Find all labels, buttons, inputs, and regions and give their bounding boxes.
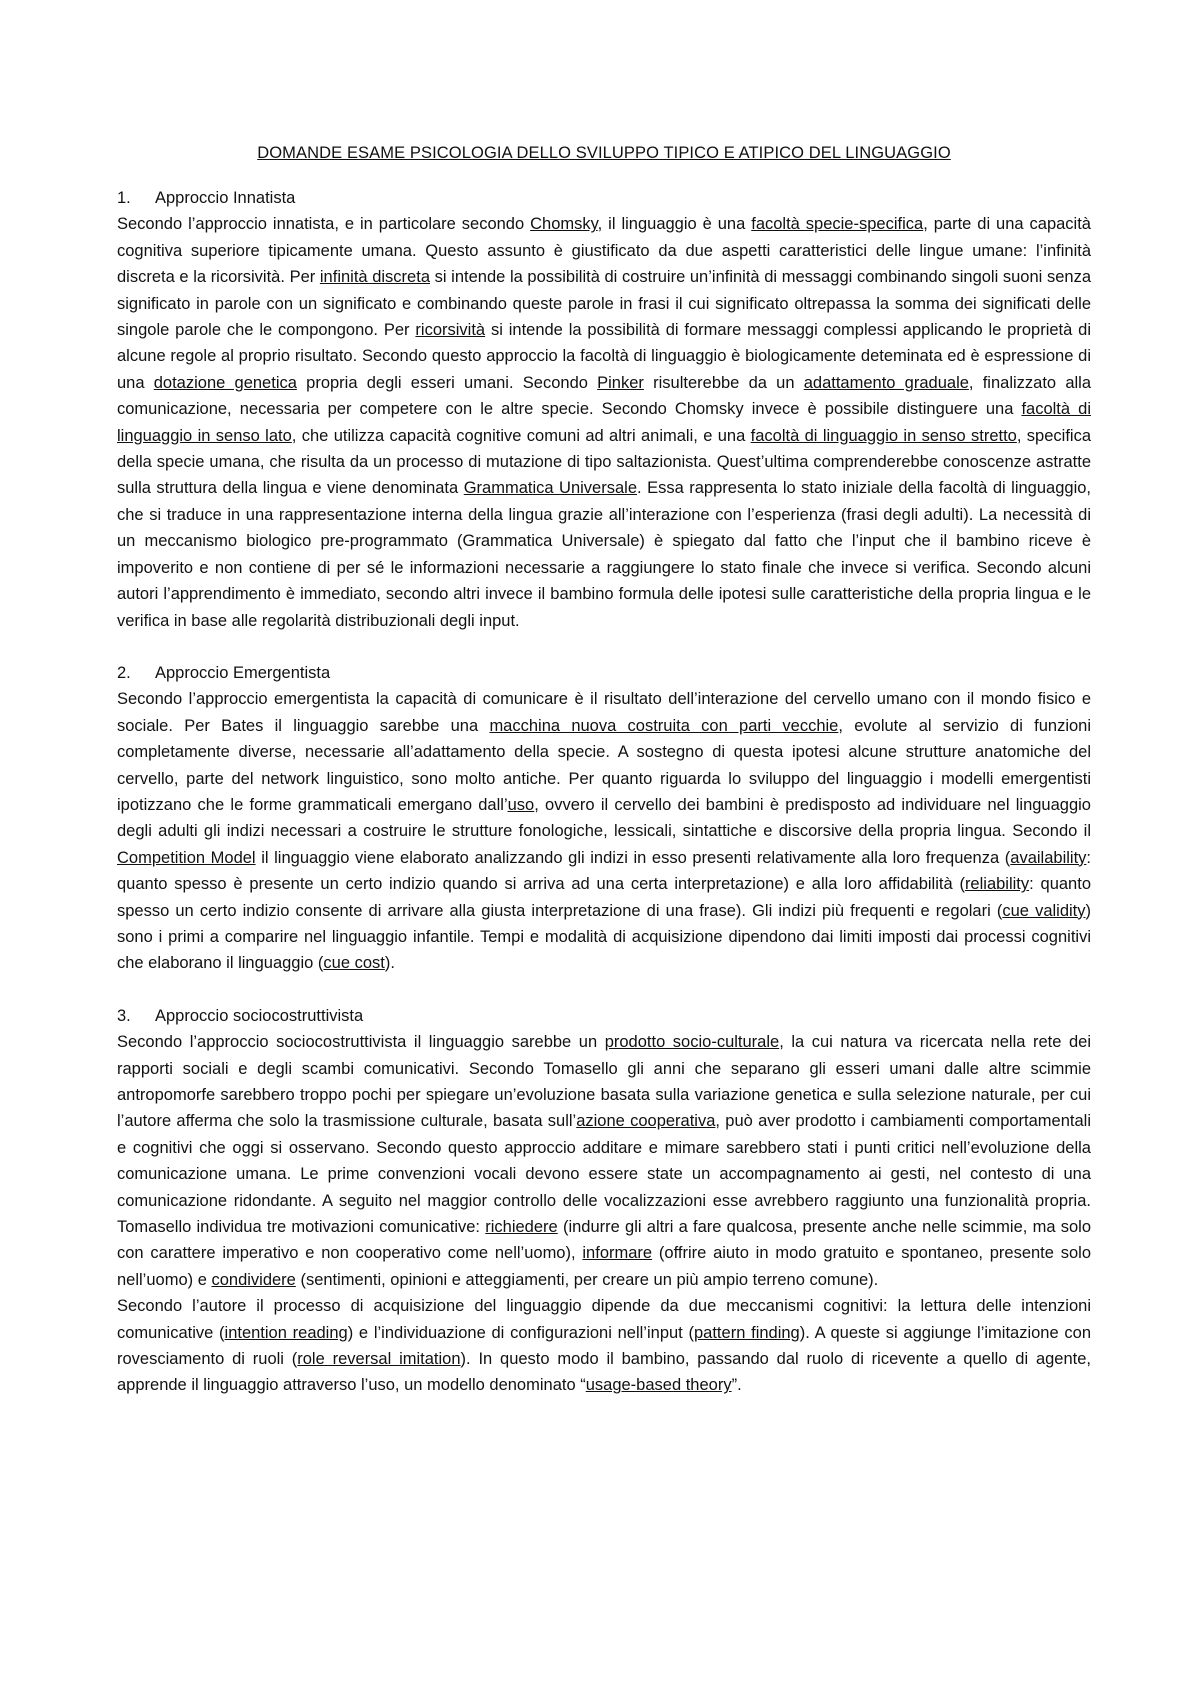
- section-emergentista: [117, 660, 1091, 977]
- key-term: ricorsività: [415, 321, 486, 340]
- section-title: Approccio sociocostruttivista: [155, 1006, 364, 1025]
- text-run: . Essa rappresenta lo stato iniziale della facoltà di linguaggio, che si traduce in una rappresentazione interna della lingua grazie all’interazione con l’esperienza (frasi degli adulti). La necessità di un meccanismo biologico pre-programmato (Grammatica Universale) è spiegato dal fatto che l’input che il bambino riceve è impoverito e non contiene di per sé le informazioni necessarie a raggiungere lo stato finale che invece si verifica. Secondo alcuni autori l’apprendimento è immediato, secondo altri invece il bambino formula delle ipotesi sulle caratteristiche della propria lingua e le verifica in base alle regolarità distribuzionali degli input.: [117, 479, 1091, 630]
- text-run: Secondo l’approccio innatista, e in particolare secondo: [117, 215, 531, 234]
- section-heading: [117, 185, 1091, 211]
- section-title: Approccio Innatista: [155, 189, 296, 207]
- text-run: , ovvero il cervello dei bambini è predisposto ad individuare nel linguaggio degli adulti gli indizi necessari a costruire le strutture fonologiche, lessicali, sintattiche e discorsive della propria lingua. Secondo il: [117, 795, 1091, 841]
- text-run: si intende la possibilità di costruire un’infinità di messaggi combinando singoli suoni senza significato in parole con un significato e combinando queste parole in frasi il cui significato oltrepassa la somma dei significati delle singole parole che le compongono. Per: [117, 268, 1091, 340]
- key-term: intention reading: [224, 1323, 348, 1342]
- text-run: , finalizzato alla comunicazione, necessaria per competere con le altre specie. Secondo Chomsky invece è possibile distinguere una: [117, 373, 1092, 419]
- section-body: [117, 1029, 1091, 1399]
- key-term: Pinker: [597, 373, 644, 392]
- section-sociocostruttivista: [117, 1003, 1091, 1399]
- text-run: Secondo l’approccio emergentista la capacità di comunicare è il risultato dell’interazione del cervello umano con il mondo fisico e sociale. Per Bates il linguaggio sarebbe una: [117, 690, 1091, 735]
- key-term: informare: [582, 1244, 653, 1263]
- key-term: prodotto socio-culturale: [604, 1033, 780, 1052]
- key-term: uso: [507, 795, 535, 814]
- text-run: ) sono i primi a comparire nel linguaggio infantile. Tempi e modalità di acquisizione dipendono dai limiti imposti dai processi cognitivi che elaborano il linguaggio (: [117, 901, 1092, 973]
- key-term: macchina nuova costruita con parti vecchie: [489, 716, 839, 735]
- text-run: Secondo l’approccio sociocostruttivista il linguaggio sarebbe un: [117, 1033, 605, 1052]
- key-term: adattamento graduale: [803, 373, 969, 392]
- key-term: cue validity: [1002, 901, 1086, 920]
- key-term: role reversal imitation: [297, 1350, 461, 1369]
- key-term: usage-based theory: [585, 1376, 732, 1395]
- text-run: , specifica della specie umana, che risulta da un processo di mutazione di tipo saltazionista. Quest’ultima comprenderebbe conoscenze astratte sulla struttura della lingua e viene denominata: [117, 426, 1091, 498]
- key-term: facoltà di linguaggio in senso stretto: [750, 426, 1017, 445]
- text-run: ”.: [731, 1376, 742, 1395]
- key-term: condividere: [211, 1270, 296, 1289]
- document-content: [117, 144, 1091, 1425]
- text-run: , parte di una capacità cognitiva superiore tipicamente umana. Questo assunto è giustificato da due aspetti caratteristici delle lingue umane: l’infinità discreta e la ricorsività. Per: [117, 215, 1091, 287]
- section-innatista: [117, 185, 1091, 634]
- text-run: ). A queste si aggiunge l’imitazione con rovesciamento di ruoli (: [117, 1323, 1092, 1369]
- paragraph: [117, 1293, 1091, 1399]
- key-term: reliability: [964, 875, 1030, 894]
- text-run: risulterebbe da un: [643, 373, 804, 392]
- text-run: il linguaggio viene elaborato analizzando gli indizi in esso presenti relativamente alla loro frequenza (: [255, 848, 1011, 867]
- key-term: infinità discreta: [319, 268, 430, 287]
- key-term: dotazione genetica: [153, 373, 297, 392]
- document-title: DOMANDE ESAME PSICOLOGIA DELLO SVILUPPO TIPICO E ATIPICO DEL LINGUAGGIO: [257, 144, 951, 162]
- section-number: 2.: [117, 663, 131, 682]
- text-run: (offrire aiuto in modo gratuito e spontaneo, presente solo nell’uomo) e: [117, 1244, 1092, 1289]
- section-heading: [117, 660, 1091, 686]
- section-title: Approccio Emergentista: [155, 663, 331, 682]
- section-number: 3.: [117, 1006, 131, 1025]
- text-run: Secondo l’autore il processo di acquisizione del linguaggio dipende da due meccanismi cognitivi: la lettura delle intenzioni comunicative (: [117, 1297, 1091, 1342]
- section-heading: [117, 1003, 1091, 1029]
- section-body: [117, 211, 1091, 634]
- text-run: , che utilizza capacità cognitive comuni ad altri animali, e una: [291, 426, 751, 445]
- key-term: cue cost: [323, 954, 385, 973]
- paragraph: [117, 211, 1091, 634]
- key-term: azione cooperativa: [576, 1112, 716, 1131]
- text-run: ). In questo modo il bambino, passando dal ruolo di ricevente a quello di agente, apprende il linguaggio attraverso l’uso, un modello denominato “: [117, 1350, 1091, 1395]
- text-run: propria degli esseri umani. Secondo: [296, 373, 598, 392]
- key-term: facoltà di linguaggio in senso lato: [117, 400, 1091, 445]
- key-term: Competition Model: [117, 848, 256, 867]
- key-term: Chomsky: [530, 215, 598, 234]
- key-term: Grammatica Universale: [463, 479, 637, 498]
- section-number: 1.: [117, 189, 131, 207]
- key-term: richiedere: [485, 1218, 558, 1237]
- text-run: ) e l’individuazione di configurazioni nell’input (: [347, 1323, 694, 1342]
- key-term: pattern finding: [694, 1323, 800, 1342]
- key-term: facoltà specie-specifica: [751, 215, 924, 234]
- text-run: , la cui natura va ricercata nella rete dei rapporti sociali e degli scambi comunicativi. Secondo Tomasello gli anni che separano gli esseri umani dalle altre scimmie antropomorfe sarebbero troppo pochi per spiegare un’evoluzione basata sulla variazione genetica e sulla selezione naturale, per cui l’autore afferma che solo la trasmissione culturale, basata sull’: [117, 1033, 1092, 1131]
- paragraph: [117, 1029, 1091, 1293]
- text-run: (sentimenti, opinioni e atteggiamenti, per creare un più ampio terreno comune).: [295, 1270, 879, 1289]
- section-body: [117, 686, 1091, 976]
- text-run: , il linguaggio è una: [597, 215, 752, 234]
- key-term: availability: [1010, 848, 1087, 867]
- text-run: : quanto spesso è presente un certo indizio quando si arriva ad una certa interpretazione) e alla loro affidabilità (: [117, 848, 1091, 894]
- text-run: , evolute al servizio di funzioni completamente diverse, necessarie all’adattamento della specie. A sostegno di questa ipotesi alcune strutture anatomiche del cervello, parte del network linguistico, sono molto antiche. Per quanto riguarda lo sviluppo del linguaggio i modelli emergentisti ipotizzano che le forme grammaticali emergano dall’: [117, 716, 1092, 814]
- text-run: : quanto spesso un certo indizio consente di arrivare alla giusta interpretazione di una frase). Gli indizi più frequenti e regolari (: [117, 875, 1091, 920]
- text-run: , può aver prodotto i cambiamenti comportamentali e cognitivi che oggi si osservano. Secondo questo approccio additare e mimare sarebbero stati i punti critici nell’evoluzione della comunicazione umana. Le prime convenzioni vocali devono essere state un accompagnamento ai gesti, nel contesto di una comunicazione ridondante. A seguito nel maggior controllo delle vocalizzazioni esse avrebbero raggiunto una funzionalità propria. Tomasello individua tre motivazioni comunicative:: [117, 1112, 1091, 1237]
- text-run: ).: [384, 954, 395, 973]
- text-run: (indurre gli altri a fare qualcosa, presente anche nelle scimmie, ma solo con carattere imperativo e non cooperativo come nell’uomo),: [117, 1218, 1091, 1263]
- text-run: si intende la possibilità di formare messaggi complessi applicando le proprietà di alcune regole al proprio risultato. Secondo questo approccio la facoltà di linguaggio è biologicamente deteminata ed è espressione di una: [117, 321, 1091, 392]
- paragraph: [117, 686, 1091, 976]
